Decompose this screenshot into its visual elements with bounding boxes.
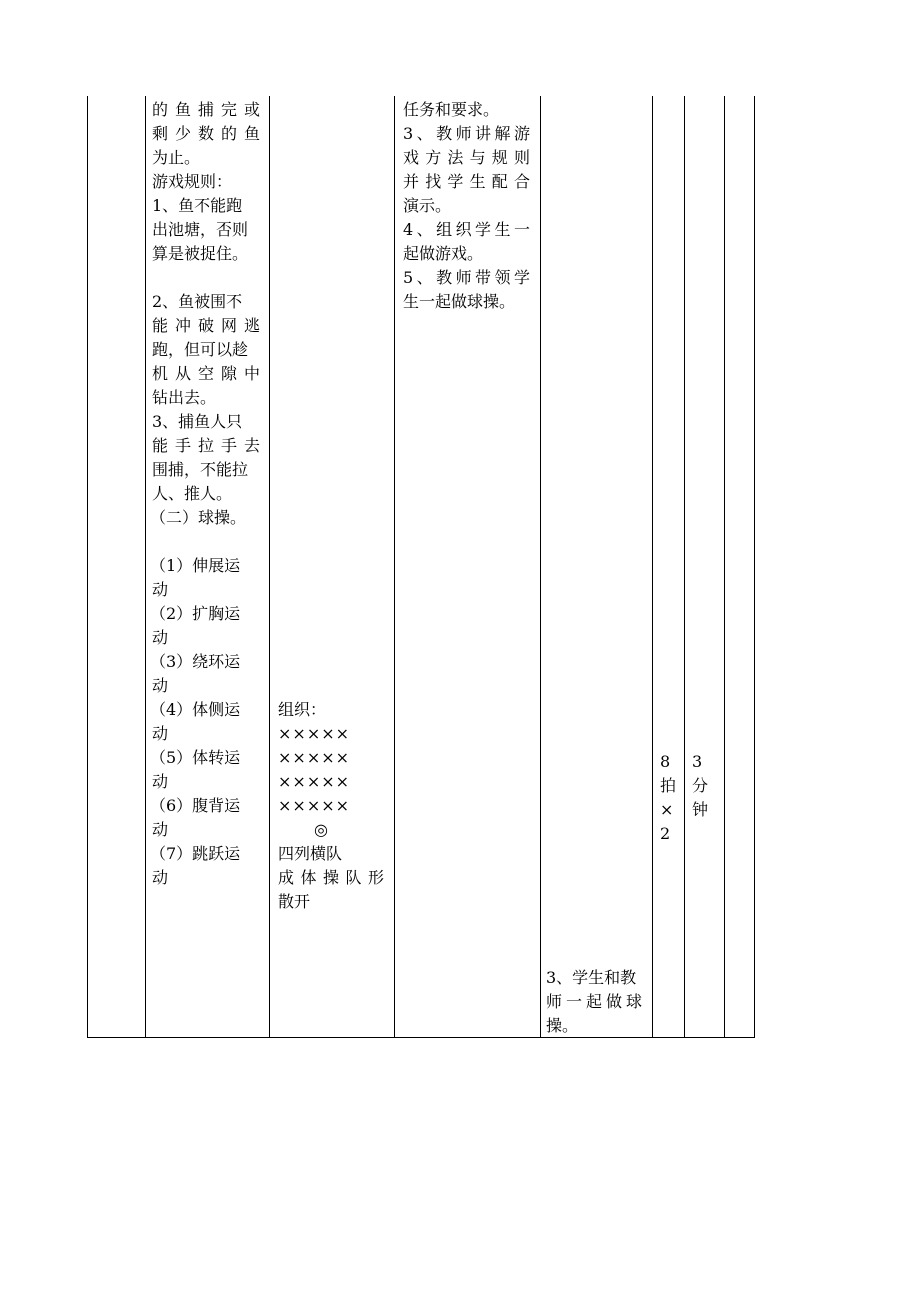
content-line: （6）腹背运 xyxy=(150,796,241,815)
teacher-line: 演示。 xyxy=(403,196,452,215)
organization-line: 散开 xyxy=(278,892,311,911)
content-line: （3）绕环运 xyxy=(150,652,241,671)
formation-row: ××××× xyxy=(278,796,351,815)
content-line: （2）扩胸运 xyxy=(150,604,241,623)
content-line: 动 xyxy=(152,724,169,743)
time-line: 3 xyxy=(692,752,703,771)
content-line: 剩 少 数 的 鱼 xyxy=(152,124,260,143)
column-time xyxy=(684,96,724,1037)
content-line: 为止。 xyxy=(152,148,201,167)
content-line: 游戏规则： xyxy=(152,172,233,191)
reps-line: 2 xyxy=(660,824,671,843)
content-line: 1、鱼不能跑 xyxy=(152,196,243,215)
reps-line: 拍 xyxy=(660,776,677,795)
student-line: 师 一 起 做 球 xyxy=(546,992,642,1011)
column-student-activity xyxy=(540,96,652,1037)
formation-row: ××××× xyxy=(278,772,351,791)
teacher-line: 生一起做球操。 xyxy=(403,292,516,311)
teacher-line: 任务和要求。 xyxy=(403,100,500,119)
teacher-line: 起做游戏。 xyxy=(403,244,484,263)
teacher-line: 并 找 学 生 配 合 xyxy=(403,172,530,191)
student-line: 操。 xyxy=(546,1016,579,1035)
content-line: 动 xyxy=(152,868,169,887)
content-line: 围捕，不能拉 xyxy=(152,460,249,479)
content-line: （1）伸展运 xyxy=(150,556,241,575)
content-line: 2、鱼被围不 xyxy=(152,292,243,311)
content-line: （5）体转运 xyxy=(150,748,241,767)
content-line: 能 冲 破 网 逃 xyxy=(152,316,260,335)
content-line: （4）体侧运 xyxy=(150,700,241,719)
content-line: （7）跳跃运 xyxy=(150,844,241,863)
content-line: （二）球操。 xyxy=(150,508,247,527)
organization-label: 组织： xyxy=(278,700,327,719)
time-line: 钟 xyxy=(692,800,709,819)
student-line: 3、学生和教 xyxy=(546,968,637,987)
content-line: 人、推人。 xyxy=(152,484,233,503)
content-line: 算是被捉住。 xyxy=(152,244,249,263)
content-line: 动 xyxy=(152,820,169,839)
teacher-line: 5 、 教 师 带 领 学 xyxy=(403,268,530,287)
reps-line: × xyxy=(660,800,674,819)
teacher-line: 戏 方 法 与 规 则 xyxy=(403,148,530,167)
formation-row: ××××× xyxy=(278,748,351,767)
content-line: 机 从 空 隙 中 xyxy=(152,364,260,383)
content-line: 跑，但可以趁 xyxy=(152,340,249,359)
teacher-position-icon: ◎ xyxy=(314,820,328,839)
formation-row: ××××× xyxy=(278,724,351,743)
content-line: 动 xyxy=(152,772,169,791)
column-intensity xyxy=(724,96,755,1037)
organization-line: 四列横队 xyxy=(278,844,343,863)
column-section xyxy=(88,96,145,1037)
reps-line: 8 xyxy=(660,752,671,771)
teacher-line: 4 、 组 织 学 生 一 xyxy=(403,220,530,239)
column-repetitions xyxy=(652,96,684,1037)
content-line: 3、捕鱼人只 xyxy=(152,412,243,431)
content-line: 动 xyxy=(152,580,169,599)
time-line: 分 xyxy=(692,776,709,795)
organization-line: 成 体 操 队 形 xyxy=(278,868,384,887)
content-line: 能 手 拉 手 去 xyxy=(152,436,260,455)
content-line: 动 xyxy=(152,628,169,647)
content-line: 的 鱼 捕 完 或 xyxy=(152,100,260,119)
content-line: 出池塘，否则 xyxy=(152,220,249,239)
teacher-line: 3 、 教 师 讲 解 游 xyxy=(403,124,530,143)
content-line: 动 xyxy=(152,676,169,695)
content-line: 钻出去。 xyxy=(152,388,217,407)
